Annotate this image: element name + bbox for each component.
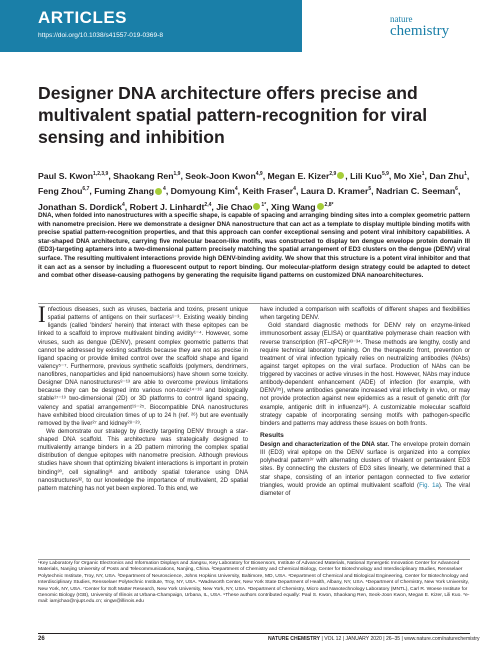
body-paragraph — [38, 302, 248, 428]
footer-divider — [38, 633, 470, 634]
orcid-icon[interactable] — [337, 172, 344, 179]
footnote-divider — [38, 559, 470, 560]
author-affiliation-marker: 2,9 — [329, 171, 337, 177]
author-affiliation-marker: 1 — [464, 171, 467, 177]
article-title: Designer DNA architecture offers precise and multivalent spatial pattern-recognition for viral sensing and inhibition — [38, 83, 428, 147]
results-subheading: Design and characterization of the DNA star. — [260, 442, 390, 448]
author-affiliation-marker: 4 — [122, 201, 125, 208]
footer-issue: | VOL 12 | JANUARY 2020 | 26–35 | www.nature.com/naturechemistry — [320, 636, 480, 642]
orcid-icon[interactable] — [155, 188, 162, 195]
body-paragraph — [260, 441, 470, 498]
drop-cap: I — [38, 302, 46, 327]
author-name: Feng Zhou — [38, 186, 83, 197]
author-name: Mo Xie — [393, 170, 422, 181]
author-affiliation-marker: 1,9 — [173, 171, 181, 177]
body-text: nfectious diseases, such as viruses, bacteria and toxins, present unique spatial patterns of antigens on their surfaces¹⁻³. Existing weakly binding ligands (called 'binders' herein) that interact with these epitopes can be linked to a scaffold to improve multivalent binding avidity¹⁻⁴. However, some viruses, such as dengue (DENV), present complex geometric patterns that cannot be addressed by existing scaffolds because they are not as precise in ligand spacing or provide limited control over the scaffold shape and ligand valency⁵⁻⁷. Furthermore, previous synthetic scaffolds (polymers, dendrimers, nanofibres, nanoparticles and lipid nanoemulsions) have shown some toxicity. Designer DNA nanostructures⁸⁻¹³ are able to overcome previous limitations because they can be designed into various non-toxic¹⁴⁻¹⁶ and biologically stable¹⁷⁻¹⁹ two-dimensional (2D) or 3D platforms to control ligand spacing, valency and spatial arrangement¹⁹⁻²⁵. Biocompatible DNA nanostructures have exhibited blood circulation times of up to 24 h (ref. ²⁶) but are eventually removed by the liver²⁷ and kidney²⁸⁻²⁹. — [38, 307, 248, 427]
abstract-divider — [38, 303, 470, 304]
author-name: Nadrian C. Seeman — [375, 186, 456, 197]
author-name: Jonathan S. Dordick — [38, 201, 122, 212]
author-name: Robert J. Linhardt — [129, 201, 205, 212]
author-name: Keith Fraser — [242, 186, 294, 197]
results-heading: Results — [260, 431, 284, 439]
author-affiliation-marker: 2,4 — [204, 201, 212, 208]
author-name: Megan E. Kizer — [267, 170, 330, 181]
journal-logo-nature: nature — [390, 14, 413, 24]
author-name: Lili Kuo — [350, 170, 382, 181]
body-paragraph: have included a comparison with scaffolds of different shapes and flexibilities when targeting DENV. — [260, 307, 470, 322]
author-name: Dan Zhu — [429, 170, 465, 181]
page-number: 26 — [38, 636, 45, 642]
section-label: ARTICLES — [38, 8, 127, 27]
body-paragraph: We demonstrate our strategy by directly targeting DENV through a star-shaped DNA scaffold. This architecture was strategically designed to multivalently arrange binders in a 2D pattern mirroring the complex spatial distribution of dengue epitopes with nanometre precision. Although previous studies have shown that optimizing bivalent interactions is important in protein binding³⁰, cell signalling³¹ and antibody spatial tolerance using DNA nanostructures³², to our knowledge the importance of multivalent, 2D spatial pattern matching has not yet been explored. To this end, we — [38, 428, 248, 492]
affiliations-footnotes: ¹Key Laboratory for Organic Electronics and Information Displays and Jiangsu, Key Laboratory for Biosensors, Institute of Advanced Materials, National Synergetic Innovation Center for Advanced Materials, Nanjing University of Posts and Telecommunications, Nanjing, China. ²Department of Chemistry and Chemical Biology, Center for Biotechnology and Interdisciplinary Studies, Rensselaer Polytechnic Institute, Troy, NY, USA. ³Department of Neuroscience, Johns Hopkins University, Baltimore, MD, USA. ⁴Department of Chemical and Biological Engineering, Center for Biotechnology and Interdisciplinary Studies, Rensselaer Polytechnic Institute, Troy, NY, USA. ⁵Wadsworth Center, New York State Department of Health, Albany, NY, USA. ⁶Department of Chemistry, New York University, New York, NY, USA. ⁷Center for Soft Matter Research, New York University, New York, NY, USA. ⁸Department of Chemistry, Micro and Nanotechnology Laboratory (MNTL), Carl R. Woese Institute for Genomic Biology (IGB), University of Illinois at Urbana-Champaign, Urbana, IL, USA. ⁹These authors contributed equally: Paul S. Kwon, Shaokang Ren, Seok-Joon Kwon, Megan E. Kizer, Lili Kuo. *e-mail: iamjchao@njupt.edu.cn; xingw@illinois.edu — [38, 561, 470, 605]
author-affiliation-marker: 6 — [455, 186, 458, 193]
body-text: The envelope protein domain III (ED3) viral epitope on the DENV surface is organized into a complex polyhedral pattern³⁷ with alternating clusters of trivalent or pentavalent ED3 sites. By connecting the clusters of ED3 sites linearly, we determined that a star shape, consisting of an interior pentagon connected to five exterior triangles, would provide an optimal multivalent scaffold ( — [260, 442, 470, 489]
abstract: DNA, when folded into nanostructures with a specific shape, is capable of spacing and arranging binding sites into a complex geometric pattern with nanometre precision. Here we demonstrate a designer DNA nanostructure that can act as a template to display multiple binding motifs with precise spatial pattern-recognition properties, and that this approach can confer exceptional sensing and potent viral inhibitory capabilities. A star-shaped DNA architecture, carrying five molecular beacon-like motifs, was constructed to display ten dengue envelope protein domain III (ED3)-targeting aptamers into a two-dimensional pattern precisely matching the spatial arrangement of ED3 clusters on the dengue (DENV) viral surface. The resulting multivalent interactions provide high DENV-binding avidity. We show that this structure is a potent viral inhibitor and that it can act as a sensor by including a fluorescent output to report binding. Our molecular-platform design strategy could be adapted to detect and combat other disease-causing pathogens by generating the requisite ligand patterns on customized DNA nanoarchitectures. — [38, 212, 470, 280]
section-banner — [0, 0, 302, 52]
author-affiliation-marker: 4 — [163, 186, 166, 193]
body-column-left — [38, 302, 248, 493]
author-affiliation-marker: 2,8* — [324, 201, 334, 208]
author-list: Paul S. Kwon$^{1,2,3,9}$, Shaokang Ren$^{1,9}$, Seok-Joon Kwon$^{4,9}$, Megan E. Kizer$^{2,9}$ , Lili Kuo$^{5,9}$, Mo Xie$^1$, Dan Zhu$^1$, Feng Zhou$^{6,7}$, Fuming Zhang $^4$, Domyoung Kim$^4$, Keith Fraser$^4$, Laura D. Kramer$^5$, Nadrian C. Seeman$^6$, Jonathan S. Dordick$^4$, Robert J. Linhardt$^{2,4}$, Jie Chao $^{1*}$, Xing Wang $^{2,8*}$ — [38, 170, 470, 212]
author-name: Shaokang Ren — [113, 170, 174, 181]
author-name: Paul S. Kwon — [38, 170, 94, 181]
author-affiliation-marker: 1 — [421, 171, 425, 177]
orcid-icon[interactable] — [253, 203, 260, 210]
author-affiliation-marker: 6,7 — [82, 186, 90, 193]
figure-link[interactable]: Fig. 1a — [419, 482, 439, 489]
footer-journal-name: NATURE CHEMISTRY — [268, 636, 321, 642]
orcid-icon[interactable] — [317, 203, 324, 210]
author-name: Laura D. Kramer — [300, 186, 369, 197]
body-column-right — [260, 306, 470, 498]
author-name: Seok-Joon Kwon — [185, 170, 256, 181]
author-name: Jie Chao — [216, 201, 253, 212]
article-header — [0, 0, 496, 52]
author-affiliation-marker: 1* — [261, 201, 267, 208]
doi-link[interactable]: https://doi.org/10.1038/s41557-019-0369-8 — [38, 32, 164, 39]
body-paragraph: Gold standard diagnostic methods for DENV rely on enzyme-linked immunosorbent assay (ELISA) or quantitative polymerase chain reaction with reverse transcription (RT–qPCR)³³⁻³⁴. These methods are lengthy, costly and require technical laboratory training. On the therapeutic front, prevention or treatment of viral infection typically relies on neutralizing antibodies (NAbs) against target epitopes on the viral surface. Production of NAbs can be triggered by vaccines or active viruses in the host. However, NAbs may induce antibody-dependent enhancement (ADE) of infection (for example, with DENV³⁵), where antibodies generate increased viral infectivity in vivo, or may not provide protection against new epidemics as a result of genetic drift (for example, antigenic drift in influenza³⁶). A customizable molecular scaffold strategy capable of incorporating sensing motifs with pathogen-specific binders and patterns may address these issues on both fronts. — [260, 323, 470, 427]
author-name: Domyoung Kim — [170, 186, 235, 197]
footer-citation — [268, 636, 480, 642]
journal-logo-chemistry: chemistry — [390, 23, 450, 39]
author-name: Xing Wang — [270, 201, 316, 212]
author-affiliation-marker: 4 — [234, 186, 238, 193]
author-affiliation-marker: 1,2,3,9 — [93, 171, 109, 177]
author-affiliation-marker: 5 — [368, 186, 372, 193]
author-affiliation-marker: 4 — [293, 186, 296, 193]
author-name: Fuming Zhang — [94, 186, 155, 197]
journal-logo — [390, 14, 470, 44]
author-affiliation-marker: 5,9 — [381, 171, 389, 177]
body-text: ). The viral diameter of — [260, 482, 470, 497]
author-affiliation-marker: 4,9 — [255, 171, 263, 177]
